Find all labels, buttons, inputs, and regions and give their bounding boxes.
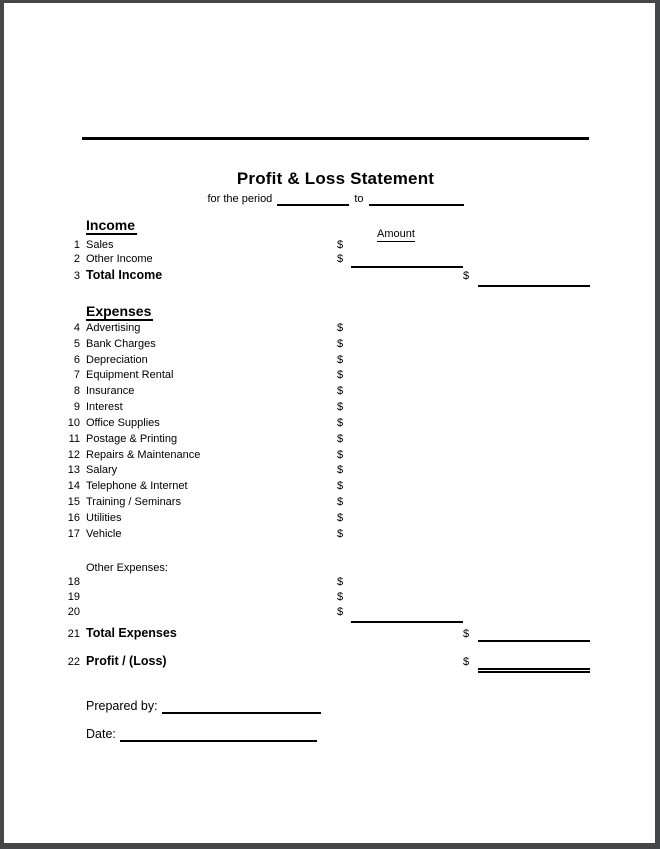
- other-expense-row-20: [44, 606, 604, 620]
- currency-symbol: $: [337, 591, 344, 603]
- expense-row-equipment-rental: [44, 369, 604, 383]
- currency-symbol: $: [337, 606, 344, 618]
- currency-symbol: $: [463, 656, 470, 668]
- row-number: 12: [67, 449, 80, 461]
- row-label: Profit / (Loss): [86, 654, 167, 668]
- row-label: Vehicle: [86, 528, 122, 540]
- income-section: [86, 217, 137, 235]
- row-number: 7: [73, 369, 80, 381]
- row-label: Bank Charges: [86, 338, 156, 350]
- row-label: Depreciation: [86, 354, 148, 366]
- row-label: Postage & Printing: [86, 433, 178, 445]
- row-number: 11: [68, 433, 80, 445]
- row-number: 9: [73, 401, 80, 413]
- row-number: 6: [73, 354, 80, 366]
- income-row-other-income: [44, 253, 604, 267]
- row-label: Advertising: [86, 322, 141, 334]
- total-income-row: [44, 268, 604, 282]
- currency-symbol: $: [337, 338, 344, 350]
- document-page: [4, 3, 655, 843]
- expenses-section-heading: Expenses: [86, 303, 152, 319]
- currency-symbol: $: [337, 512, 344, 524]
- currency-symbol: $: [337, 449, 344, 461]
- expense-row-utilities: [44, 512, 604, 526]
- row-number: 4: [73, 322, 80, 334]
- expense-row-salary: [44, 464, 604, 478]
- row-number: 10: [67, 417, 80, 429]
- row-number: 13: [67, 464, 80, 476]
- document-title: Profit & Loss Statement: [236, 169, 435, 188]
- row-label: Equipment Rental: [86, 369, 174, 381]
- period-connector-label: to: [354, 193, 364, 205]
- row-label: Utilities: [86, 512, 122, 524]
- expenses-section: [86, 303, 153, 321]
- row-number: 3: [73, 270, 80, 282]
- profit-loss-row: [44, 654, 604, 668]
- expense-row-insurance: [44, 385, 604, 399]
- currency-symbol: $: [337, 480, 344, 492]
- prepared-by-label: Prepared by:: [86, 699, 158, 713]
- income-section-heading: Income: [86, 217, 136, 233]
- header-rule: [82, 137, 589, 140]
- expense-row-office-supplies: [44, 417, 604, 431]
- currency-symbol: $: [337, 239, 344, 251]
- row-label: Interest: [86, 401, 123, 413]
- date-field[interactable]: [120, 726, 317, 742]
- currency-symbol: $: [337, 369, 344, 381]
- row-label: Salary: [86, 464, 118, 476]
- row-number: 16: [67, 512, 80, 524]
- other-expense-row-19: [44, 591, 604, 605]
- total-expenses-entry-line[interactable]: [478, 640, 590, 642]
- total-income-entry-line[interactable]: [478, 285, 590, 287]
- currency-symbol: $: [337, 528, 344, 540]
- row-number: 17: [67, 528, 80, 540]
- other-expense-row-18: [44, 576, 604, 590]
- row-label: Other Income: [86, 253, 153, 265]
- row-label: Telephone & Internet: [86, 480, 188, 492]
- row-number: 14: [67, 480, 80, 492]
- row-number: 20: [67, 606, 80, 618]
- row-number: 19: [67, 591, 80, 603]
- other-expenses-amount-entry-line[interactable]: [351, 621, 463, 623]
- row-number: 1: [73, 239, 80, 251]
- row-label: Total Expenses: [86, 626, 177, 640]
- total-expenses-row: [44, 626, 604, 640]
- row-number: 2: [73, 253, 80, 265]
- row-label: Sales: [86, 239, 114, 251]
- currency-symbol: $: [337, 385, 344, 397]
- row-number: 8: [73, 385, 80, 397]
- prepared-by-field[interactable]: [162, 698, 321, 714]
- currency-symbol: $: [337, 401, 344, 413]
- date-label: Date:: [86, 727, 116, 741]
- period-end-field[interactable]: [369, 192, 464, 206]
- row-label: Total Income: [86, 268, 163, 282]
- prepared-by-line: [86, 698, 321, 714]
- expense-row-advertising: [44, 322, 604, 336]
- row-label: Repairs & Maintenance: [86, 449, 201, 461]
- expense-row-repairs-maintenance: [44, 449, 604, 463]
- currency-symbol: $: [337, 464, 344, 476]
- currency-symbol: $: [337, 417, 344, 429]
- row-label: Insurance: [86, 385, 135, 397]
- row-number: 22: [67, 656, 80, 668]
- currency-symbol: $: [463, 628, 470, 640]
- expense-row-telephone-internet: [44, 480, 604, 494]
- row-label: Office Supplies: [86, 417, 160, 429]
- period-line: [82, 192, 589, 206]
- expense-row-depreciation: [44, 354, 604, 368]
- date-line: [86, 726, 317, 742]
- row-number: 15: [67, 496, 80, 508]
- period-start-field[interactable]: [277, 192, 349, 206]
- row-label: Training / Seminars: [86, 496, 181, 508]
- currency-symbol: $: [463, 270, 470, 282]
- row-number: 18: [67, 576, 80, 588]
- currency-symbol: $: [337, 496, 344, 508]
- row-number: 5: [73, 338, 80, 350]
- profit-loss-double-rule: [478, 668, 590, 673]
- other-expenses-label: Other Expenses:: [86, 562, 168, 574]
- expense-row-vehicle: [44, 528, 604, 542]
- currency-symbol: $: [337, 433, 344, 445]
- row-number: 21: [67, 628, 80, 640]
- expense-row-training-seminars: [44, 496, 604, 510]
- expense-row-bank-charges: [44, 338, 604, 352]
- expense-row-interest: [44, 401, 604, 415]
- currency-symbol: $: [337, 322, 344, 334]
- currency-symbol: $: [337, 576, 344, 588]
- income-row-sales: [44, 239, 604, 253]
- currency-symbol: $: [337, 354, 344, 366]
- currency-symbol: $: [337, 253, 344, 265]
- expense-row-postage-printing: [44, 433, 604, 447]
- period-prefix-label: for the period: [207, 193, 273, 205]
- amount-column-header: Amount: [377, 228, 415, 240]
